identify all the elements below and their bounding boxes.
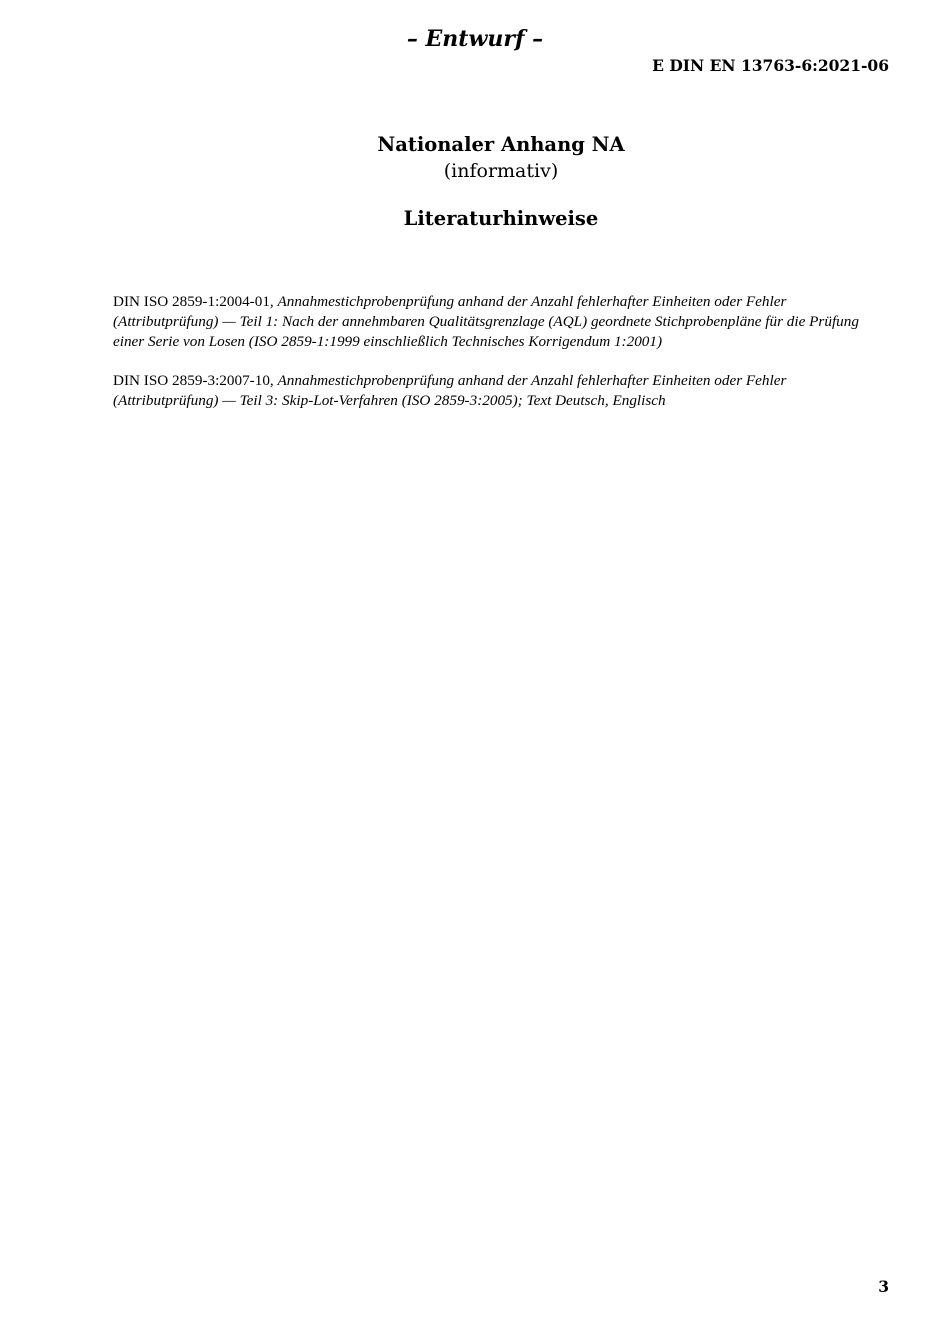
document-identifier: E DIN EN 13763-6:2021-06 bbox=[652, 56, 889, 75]
reference-item bbox=[113, 371, 889, 411]
annex-title: Nationaler Anhang NA bbox=[377, 133, 625, 156]
bibliography-heading: Literaturhinweise bbox=[403, 207, 599, 230]
reference-designation: DIN ISO 2859-3:2007-10, bbox=[113, 371, 278, 389]
reference-designation: DIN ISO 2859-1:2004-01, bbox=[113, 293, 278, 310]
annex-subtitle: (informativ) bbox=[443, 160, 559, 182]
reference-list bbox=[113, 292, 889, 430]
reference-title: Annahmestichprobenprüfung anhand der Anzahl fehlerhafter Einheiten oder Fehler (Attributprüfung) — Teil 1: Nach der annehmbaren Qualitätsgrenzlage (AQL) geordnete Stichprobenpläne für die Prüfung einer Serie von Losen (ISO 2859-1:1999 einschließlich Technisches Korrigendum 1:2001) bbox=[113, 293, 859, 350]
page-number: 3 bbox=[878, 1277, 889, 1296]
draft-watermark-label: – Entwurf – bbox=[406, 26, 544, 52]
reference-item bbox=[113, 292, 889, 351]
reference-title: Annahmestichprobenprüfung anhand der Anzahl fehlerhafter Einheiten oder Fehler (Attributprüfung) — Teil 3: Skip-Lot-Verfahren (ISO 2859-3:2005); Text Deutsch, Englisch bbox=[113, 371, 787, 409]
